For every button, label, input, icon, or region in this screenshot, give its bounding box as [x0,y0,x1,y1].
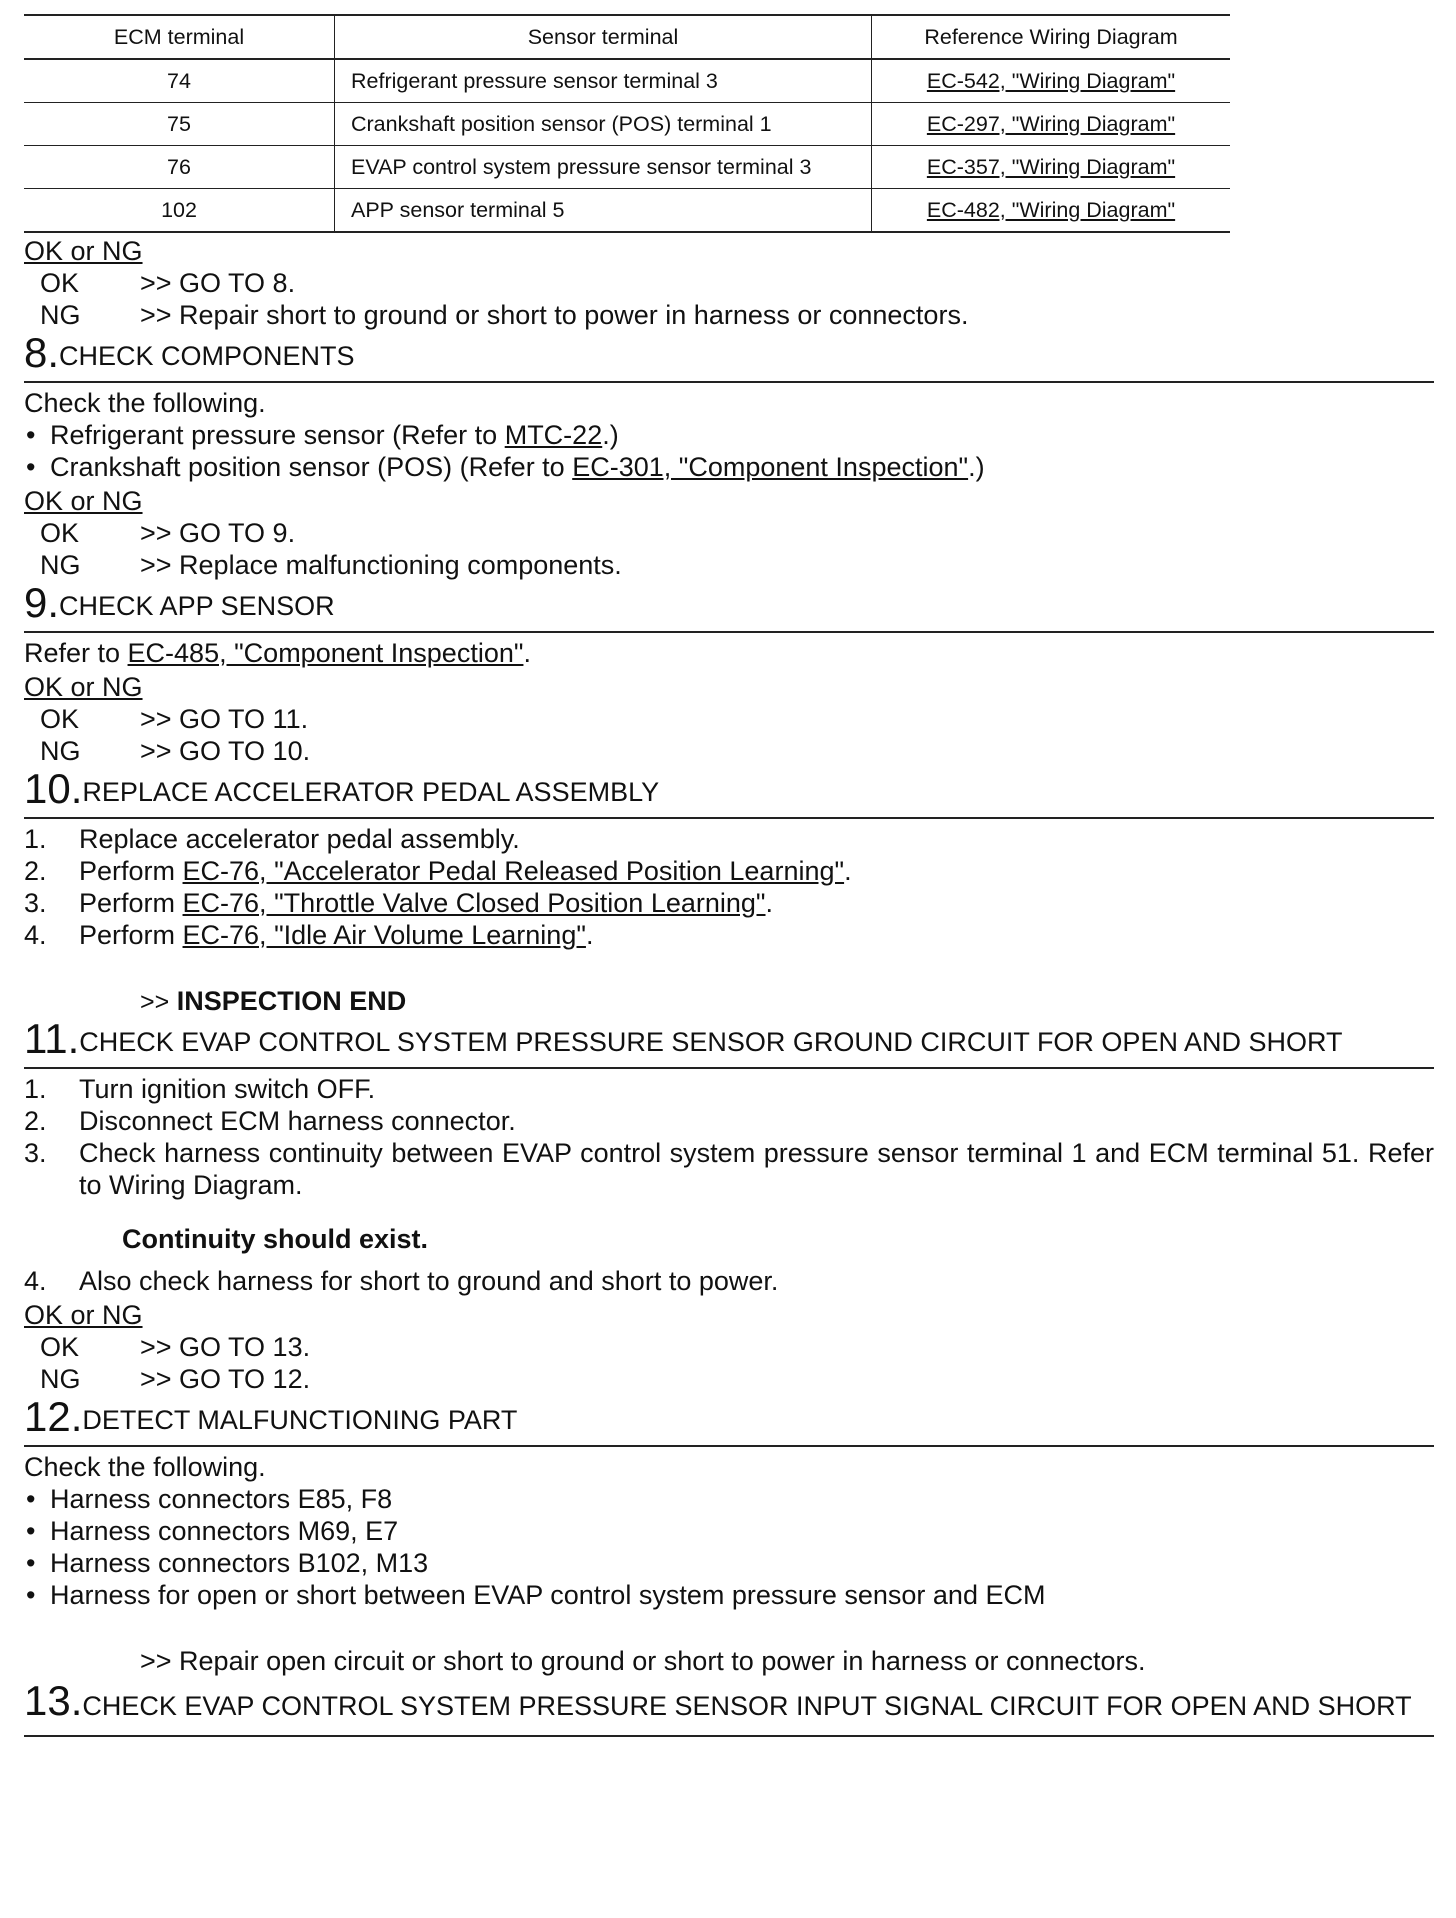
ok-label: OK [40,268,80,298]
ok-label: OK [40,518,80,548]
reference-table [24,14,1230,233]
step-12-intro: Check the following. [24,1452,266,1482]
bullet-icon: • [26,1548,36,1578]
step-10-heading [24,765,1434,819]
ng-action: >> Replace malfunctioning components. [140,550,622,580]
table-cell-ecm: 74 [24,59,335,103]
list-item: 2. Disconnect ECM harness connector. [24,1106,516,1136]
list-item: 3. Check harness continuity between EVAP control system pressure sensor terminal 1 and ECM terminal 51. Refer to Wiring Diagram. [24,1138,1434,1200]
step-title: CHECK EVAP CONTROL SYSTEM PRESSURE SENSOR INPUT SIGNAL CIRCUIT FOR OPEN AND SHORT [82,1691,1412,1721]
ng-label: NG [40,736,81,766]
result-ok-row [24,517,1434,549]
table-cell-ecm: 102 [24,189,335,233]
step-title: CHECK EVAP CONTROL SYSTEM PRESSURE SENSOR GROUND CIRCUIT FOR OPEN AND SHORT [79,1027,1343,1057]
result-ng-row [24,735,1434,767]
step-8-heading [24,329,1434,383]
list-item: 1. Turn ignition switch OFF. [24,1074,376,1104]
ok-action: >> GO TO 8. [140,268,296,298]
header-reference-wiring-diagram: Reference Wiring Diagram [872,15,1231,59]
table-row [24,59,1230,103]
wiring-diagram-link[interactable]: EC-357, "Wiring Diagram" [926,155,1176,179]
ng-label: NG [40,550,81,580]
wiring-diagram-link[interactable]: EC-297, "Wiring Diagram" [926,112,1176,136]
header-ecm-terminal: ECM terminal [24,15,335,59]
ng-label: NG [40,1364,81,1394]
ec-485-link[interactable]: EC-485, "Component Inspection" [127,638,524,668]
table-cell-sensor: Crankshaft position sensor (POS) terminal 1 [335,103,872,146]
table-cell-sensor: EVAP control system pressure sensor terminal 3 [335,146,872,189]
bullet-icon: • [26,1516,36,1546]
step-number: 13. [24,1677,83,1724]
ec-76-throttle-learning-link[interactable]: EC-76, "Throttle Valve Closed Position Learning" [182,888,766,918]
ok-action: >> GO TO 9. [140,518,296,548]
list-item: • Harness connectors M69, E7 [26,1516,399,1546]
ok-action: >> GO TO 13. [140,1332,311,1362]
table-cell-sensor: Refrigerant pressure sensor terminal 3 [335,59,872,103]
ec-76-pedal-learning-link[interactable]: EC-76, "Accelerator Pedal Released Position Learning" [182,856,845,886]
step-13-heading [24,1677,1434,1737]
table-cell-ecm: 75 [24,103,335,146]
header-sensor-terminal: Sensor terminal [335,15,872,59]
repair-end: >> Repair open circuit or short to ground or short to power in harness or connectors. [140,1646,1146,1676]
wiring-diagram-link[interactable]: EC-482, "Wiring Diagram" [926,198,1176,222]
table-row [24,146,1230,189]
ng-action: >> Repair short to ground or short to power in harness or connectors. [140,300,969,330]
ok-action: >> GO TO 11. [140,704,309,734]
result-ok-row [24,703,1434,735]
step-number: 12. [24,1393,83,1440]
ng-label: NG [40,300,81,330]
bullet-icon: • [26,452,36,482]
list-item: • Harness connectors E85, F8 [26,1484,393,1514]
result-ok-row [24,267,1434,299]
list-item: 1. Replace accelerator pedal assembly. [24,824,520,854]
step-8-intro: Check the following. [24,388,266,418]
list-item: 3. Perform EC-76, "Throttle Valve Closed Position Learning". [24,888,774,918]
result-ng-row [24,299,1434,331]
inspection-end: >> INSPECTION END [140,986,407,1016]
table-row [24,189,1230,233]
ok-or-ng-label: OK or NG [24,236,143,266]
ec-301-link[interactable]: EC-301, "Component Inspection" [572,452,969,482]
step-9-text: Refer to EC-485, "Component Inspection". [24,638,531,668]
list-item: • Harness for open or short between EVAP control system pressure sensor and ECM [26,1580,1046,1610]
list-item: 4. Also check harness for short to ground and short to power. [24,1266,779,1296]
document-page [24,0,1434,1737]
bullet-icon: • [26,1484,36,1514]
step-11-heading [24,1015,1434,1069]
mtc-22-link[interactable]: MTC-22 [504,420,603,450]
ng-action: >> GO TO 10. [140,736,311,766]
step-number: 8. [24,329,60,376]
bullet-icon: • [26,420,36,450]
list-item: 2. Perform EC-76, "Accelerator Pedal Released Position Learning". [24,856,852,886]
ok-or-ng-label: OK or NG [24,1300,143,1330]
step-title: CHECK APP SENSOR [59,591,335,621]
ok-label: OK [40,1332,80,1362]
list-item: 4. Perform EC-76, "Idle Air Volume Learning". [24,920,594,950]
result-ng-row [24,1363,1434,1395]
step-title: CHECK COMPONENTS [59,341,355,371]
ok-or-ng-label: OK or NG [24,486,143,516]
step-title: REPLACE ACCELERATOR PEDAL ASSEMBLY [82,777,660,807]
ng-action: >> GO TO 12. [140,1364,311,1394]
step-title: DETECT MALFUNCTIONING PART [82,1405,518,1435]
ok-label: OK [40,704,80,734]
result-ng-row [24,549,1434,581]
step-number: 9. [24,579,60,626]
list-item: • Crankshaft position sensor (POS) (Refer to EC-301, "Component Inspection".) [26,452,985,482]
table-header-row [24,15,1230,59]
result-ok-row [24,1331,1434,1363]
table-cell-ecm: 76 [24,146,335,189]
continuity-spec: Continuity should exist. [122,1224,429,1254]
step-number: 10. [24,765,83,812]
step-number: 11. [24,1015,80,1062]
wiring-diagram-link[interactable]: EC-542, "Wiring Diagram" [926,69,1176,93]
ec-76-idle-air-learning-link[interactable]: EC-76, "Idle Air Volume Learning" [182,920,586,950]
bullet-icon: • [26,1580,36,1610]
list-item: • Harness connectors B102, M13 [26,1548,429,1578]
list-item: • Refrigerant pressure sensor (Refer to MTC-22.) [26,420,619,450]
step-9-heading [24,579,1434,633]
step-12-heading [24,1393,1434,1447]
ok-or-ng-label: OK or NG [24,672,143,702]
table-cell-sensor: APP sensor terminal 5 [335,189,872,233]
table-row [24,103,1230,146]
